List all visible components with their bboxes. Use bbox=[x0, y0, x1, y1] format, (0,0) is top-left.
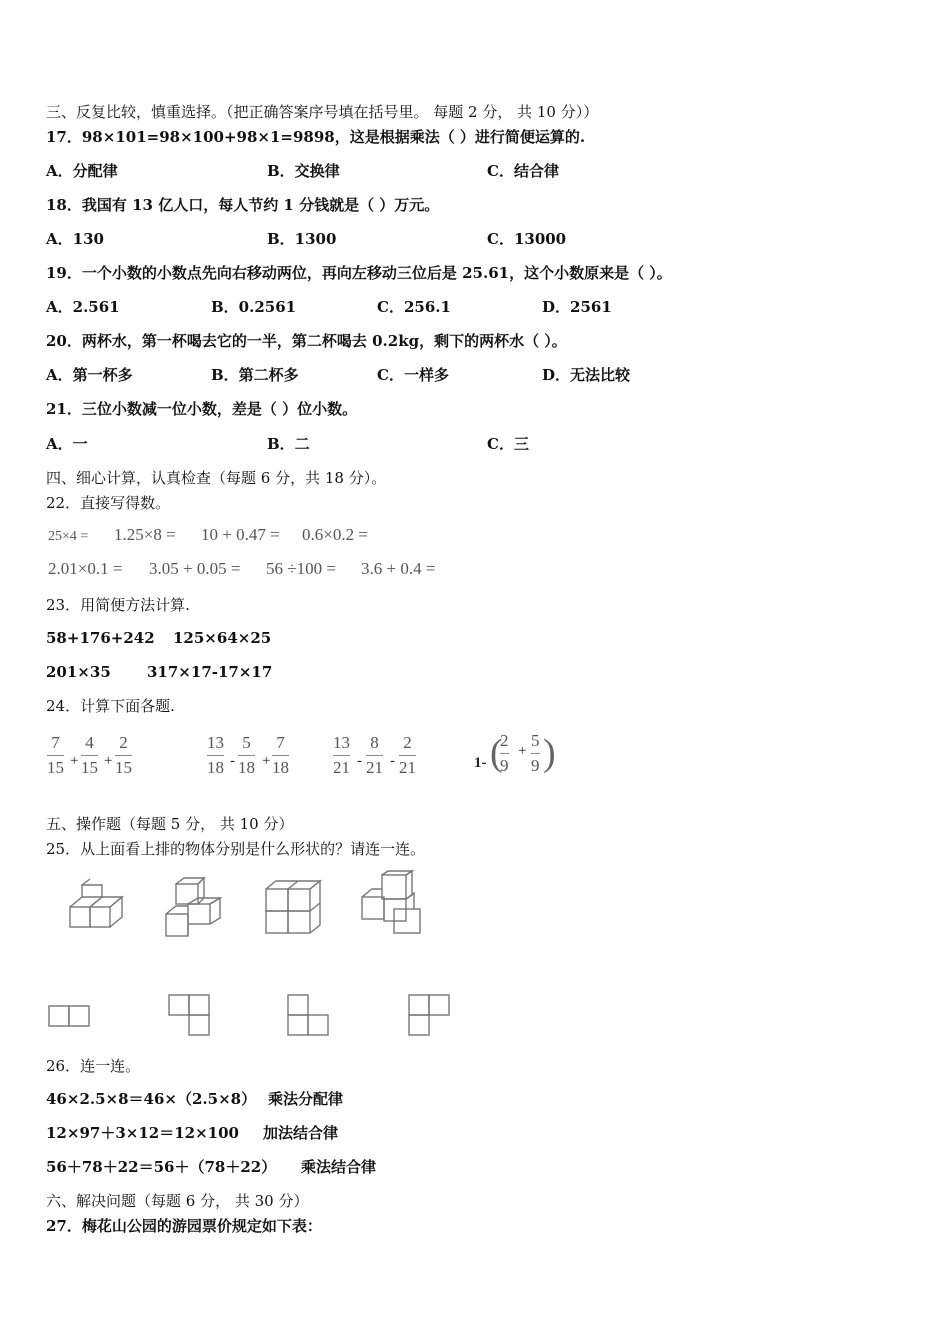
q18-option-c: C．13000 bbox=[487, 230, 567, 248]
q23-item: 58+176+242 bbox=[46, 629, 155, 647]
q20-option-a: A．第一杯多 bbox=[46, 366, 133, 384]
right-paren: ) bbox=[543, 732, 556, 774]
cube-figure-4 bbox=[358, 871, 424, 935]
q21-stem: 21．三位小数减一位小数，差是（ ）位小数。 bbox=[46, 400, 358, 418]
section6-heading: 六、解决问题（每题 6 分， 共 30 分） bbox=[46, 1192, 309, 1210]
q19-option-b: B．0.2561 bbox=[211, 298, 297, 316]
q19-option-d: D．2561 bbox=[542, 298, 612, 316]
operator: + bbox=[262, 753, 271, 769]
cube-figure-2 bbox=[162, 878, 224, 938]
fraction: 2 9 bbox=[500, 731, 509, 775]
q25-stem: 25．从上面看上排的物体分别是什么形状的？请连一连。 bbox=[46, 840, 426, 858]
q22-item: 2.01×0.1 = bbox=[48, 559, 123, 578]
cube-figure-1 bbox=[68, 883, 124, 933]
q26-expression: 12×97＋3×12＝12×100 bbox=[46, 1124, 239, 1142]
q20-option-b: B．第二杯多 bbox=[211, 366, 299, 384]
cube-figure-3 bbox=[264, 881, 322, 935]
q18-stem: 18．我国有 13 亿人口，每人节约 1 分钱就是（ ）万元。 bbox=[46, 196, 440, 214]
fraction: 13 21 bbox=[333, 733, 350, 777]
q22-item: 25×4 = bbox=[48, 529, 89, 544]
q26-expression: 56＋78＋22＝56＋（78＋22） bbox=[46, 1158, 277, 1176]
q20-option-c: C．一样多 bbox=[377, 366, 449, 384]
fraction: 7 15 bbox=[47, 733, 64, 777]
q26-stem: 26．连一连。 bbox=[46, 1057, 141, 1075]
fraction: 8 21 bbox=[366, 733, 383, 777]
q22-item: 1.25×8 = bbox=[114, 525, 176, 544]
q21-option-a: A．一 bbox=[46, 435, 88, 453]
left-paren: ( bbox=[490, 732, 503, 774]
q22-item: 56 ÷100 = bbox=[266, 559, 336, 578]
q20-option-d: D．无法比较 bbox=[542, 366, 631, 384]
q19-option-a: A．2.561 bbox=[46, 298, 120, 316]
operator: - bbox=[230, 753, 235, 769]
q23-stem: 23．用简便方法计算. bbox=[46, 596, 190, 614]
q23-item: 201×35 bbox=[46, 663, 111, 681]
fraction: 5 9 bbox=[531, 731, 540, 775]
q22-item: 10 + 0.47 = bbox=[201, 525, 280, 544]
q22-item: 3.05 + 0.05 = bbox=[149, 559, 241, 578]
section4-heading: 四、细心计算，认真检查（每题 6 分，共 18 分）。 bbox=[46, 469, 387, 487]
q26-law: 加法结合律 bbox=[263, 1124, 339, 1142]
operator: - bbox=[390, 753, 395, 769]
q27-stem: 27．梅花山公园的游园票价规定如下表： bbox=[46, 1217, 322, 1235]
q20-stem: 20．两杯水，第一杯喝去它的一半，第二杯喝去 0.2kg，剩下的两杯水（ ）。 bbox=[46, 332, 567, 350]
q21-option-c: C．三 bbox=[487, 435, 529, 453]
q22-item: 0.6×0.2 = bbox=[302, 525, 368, 544]
top-view-2 bbox=[168, 994, 210, 1036]
q22-item: 3.6 + 0.4 = bbox=[361, 559, 436, 578]
q23-item: 125×64×25 bbox=[173, 629, 272, 647]
top-view-1 bbox=[48, 1005, 90, 1027]
q24-stem: 24．计算下面各题. bbox=[46, 697, 175, 715]
q17-option-c: C．结合律 bbox=[487, 162, 559, 180]
q26-law: 乘法结合律 bbox=[301, 1158, 377, 1176]
q22-stem: 22．直接写得数。 bbox=[46, 494, 171, 512]
q17-option-b: B．交换律 bbox=[267, 162, 340, 180]
q19-stem: 19．一个小数的小数点先向右移动两位，再向左移动三位后是 25.61，这个小数原来是（ ）。 bbox=[46, 264, 672, 282]
q26-expression: 46×2.5×8＝46×（2.5×8） bbox=[46, 1090, 257, 1108]
operator: + bbox=[104, 753, 113, 769]
q17-option-a: A．分配律 bbox=[46, 162, 118, 180]
q21-option-b: B．二 bbox=[267, 435, 310, 453]
q26-law: 乘法分配律 bbox=[268, 1090, 344, 1108]
operator: + bbox=[518, 743, 527, 759]
section5-heading: 五、操作题（每题 5 分， 共 10 分） bbox=[46, 815, 294, 833]
top-view-3 bbox=[287, 994, 329, 1036]
expression-prefix: 1- bbox=[474, 755, 487, 771]
fraction: 5 18 bbox=[238, 733, 255, 777]
q23-item: 317×17-17×17 bbox=[147, 663, 273, 681]
fraction: 2 21 bbox=[399, 733, 416, 777]
fraction: 4 15 bbox=[81, 733, 98, 777]
q18-option-a: A．130 bbox=[46, 230, 104, 248]
fraction: 7 18 bbox=[272, 733, 289, 777]
q19-option-c: C．256.1 bbox=[377, 298, 451, 316]
operator: - bbox=[357, 753, 362, 769]
top-view-4 bbox=[408, 994, 450, 1036]
section3-heading: 三、反复比较，慎重选择。（把正确答案序号填在括号里。 每题 2 分， 共 10 分）） bbox=[46, 103, 599, 121]
fraction: 13 18 bbox=[207, 733, 224, 777]
q17-stem: 17．98×101=98×100+98×1=9898，这是根据乘法（ ）进行简便运算的. bbox=[46, 128, 586, 146]
fraction: 2 15 bbox=[115, 733, 132, 777]
q18-option-b: B．1300 bbox=[267, 230, 337, 248]
operator: + bbox=[70, 753, 79, 769]
